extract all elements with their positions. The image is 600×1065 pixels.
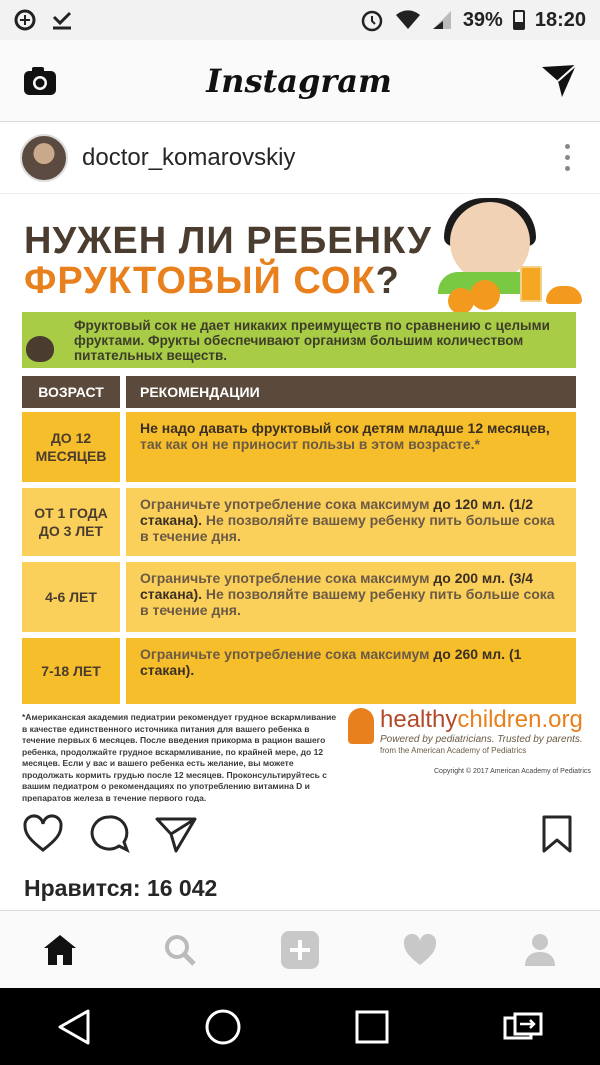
orange [470,280,500,310]
nav-home[interactable] [30,920,90,980]
wifi-icon [395,9,421,31]
nav-search[interactable] [150,920,210,980]
footnote: *Американская академия педиатрии рекомендует грудное вскармливание в качестве единственного источника питания для вашего ребенка в течение первых 6 месяцев. После введения прикорма в рацион вашего ребенка, продолжайте грудное вскармливание, по крайней мере, до 12 месяцев. Если у вас и вашего ребенка есть желание, вы можете продолжать кормить грудью после 12 месяцев. Проконсультируйтесь с вашим педиатром о рекомендациях по употреблению витамина D и препаратов железа в течение первого года. [22,712,337,803]
rec-cell: Ограничьте употребление сока максимум до 200 мл. (3/4 стакана). Не позволяйте вашему ребенку пить больше сока в течение дня. [126,562,576,632]
juice-glass [520,266,542,302]
healthychildren-source: from the American Academy of Pediatrics [380,746,527,755]
battery-icon [513,10,525,30]
rec-cell: Ограничьте употребление сока максимум до 120 мл. (1/2 стакана). Не позволяйте вашему ребенку пить больше сока в течение дня. [126,488,576,556]
post-image[interactable] [0,194,600,802]
bottom-nav [0,910,600,988]
healthychildren-logo: healthychildren.org [380,706,583,733]
avatar[interactable] [20,134,68,182]
healthychildren-logo-icon [348,708,374,744]
column-rec-header: РЕКОМЕНДАЦИИ [126,376,576,408]
intro-text: Фруктовый сок не дает никаких преимуществ по сравнению с целыми фруктами. Фрукты обеспечивают организм большим количеством питательных веществ. [74,318,550,363]
signal-icon [431,9,453,31]
direct-icon[interactable] [540,63,578,99]
healthychildren-tagline: Powered by pediatricians. Trusted by parents. [380,734,583,745]
home-icon [42,933,78,967]
switch-apps-icon[interactable] [502,1010,544,1044]
battery-percent: 39% [462,8,503,31]
instagram-logo: Instagram [206,61,392,100]
activity-icon [402,933,438,967]
comment-icon[interactable] [88,814,130,854]
rec-cell: Не надо давать фруктовый сок детям младше 12 месяцев, так как он не приносит пользы в этом возрасте.* [126,412,576,482]
profile-icon [523,932,557,968]
alarm-icon [359,8,385,32]
age-cell: 4-6 ЛЕТ [22,562,120,632]
home-button-icon[interactable] [204,1008,242,1046]
more-icon[interactable] [555,140,580,175]
post-header [0,122,600,194]
status-bar [0,0,600,40]
column-age-header: ВОЗРАСТ [22,376,120,408]
apple-icon [26,336,54,362]
nav-profile[interactable] [510,920,570,980]
search-icon [163,933,197,967]
orange [448,288,474,314]
likes-count[interactable]: Нравится: 16 042 [0,866,600,910]
bookmark-icon[interactable] [540,814,574,854]
headline-line1: НУЖЕН ЛИ РЕБЕНКУ [24,220,432,262]
back-icon[interactable] [56,1008,92,1046]
android-nav-bar [0,988,600,1065]
post-username[interactable]: doctor_komarovskiy [82,143,296,171]
orange-slices [546,286,582,304]
data-saver-icon [14,9,36,31]
post-actions [0,802,600,866]
rec-cell: Ограничьте употребление сока максимум до 260 мл. (1 стакан). [126,638,576,704]
add-icon [280,930,320,970]
recents-icon[interactable] [354,1009,390,1045]
heart-icon[interactable] [22,814,64,854]
headline-line2: ФРУКТОВЫЙ СОК? [24,260,400,302]
nav-activity[interactable] [390,920,450,980]
intro-box [22,312,576,368]
share-icon[interactable] [154,814,198,854]
age-cell: ОТ 1 ГОДА ДО 3 ЛЕТ [22,488,120,556]
nav-add[interactable] [270,920,330,980]
camera-icon[interactable] [22,65,58,97]
download-done-icon [50,9,74,31]
top-bar [0,40,600,122]
age-cell: ДО 12 МЕСЯЦЕВ [22,412,120,482]
age-cell: 7-18 ЛЕТ [22,638,120,704]
copyright: Copyright © 2017 American Academy of Pediatrics [434,768,591,775]
clock: 18:20 [534,8,586,31]
